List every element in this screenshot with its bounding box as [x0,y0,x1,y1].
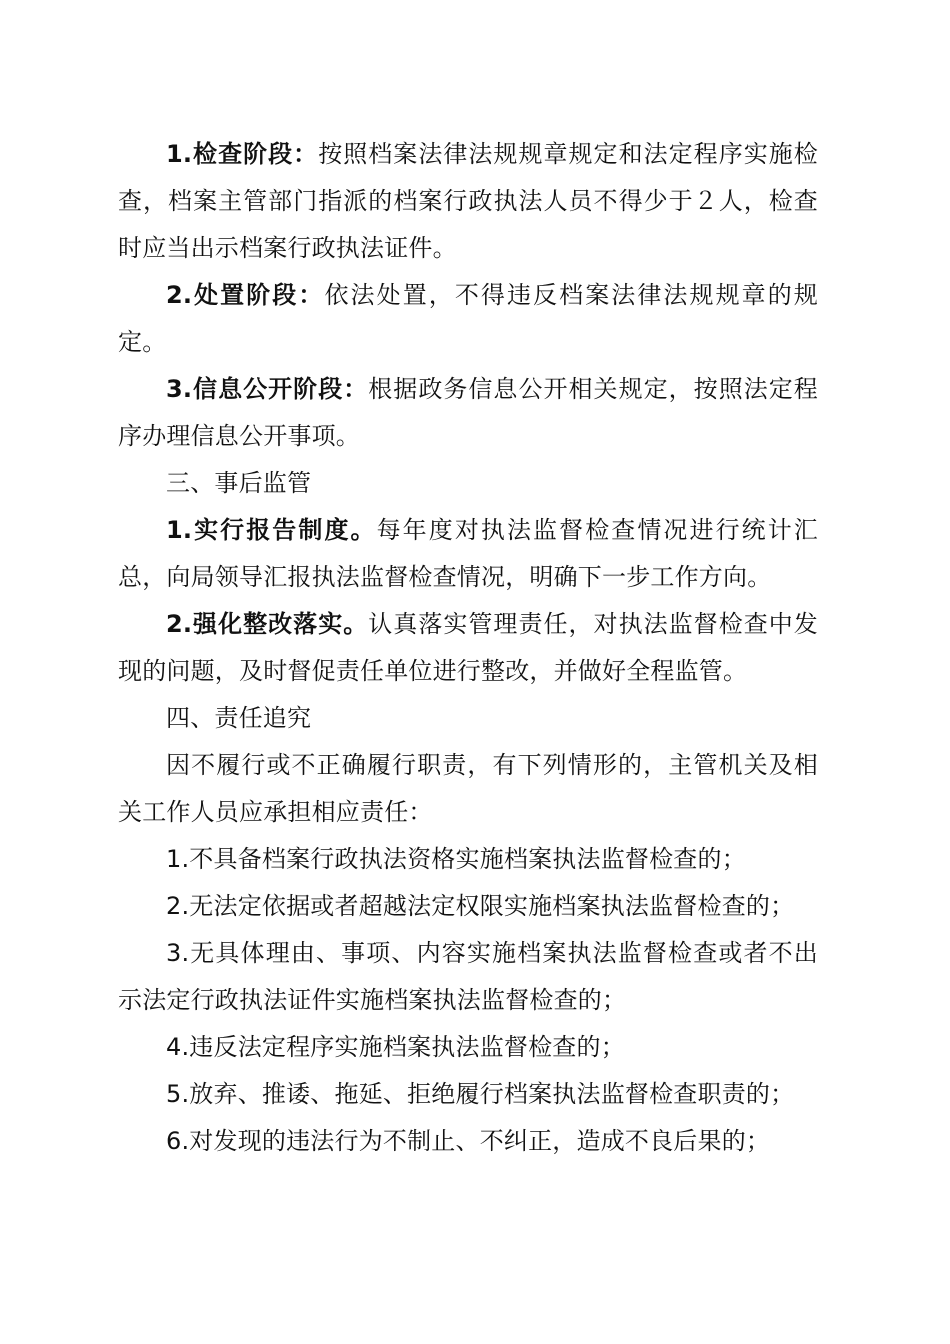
paragraph-heading: 3.信息公开阶段： [166,375,369,403]
list-item-text: 2.无法定依据或者超越法定权限实施档案执法监督检查的； [166,892,795,920]
paragraph-text: 按照档案法律法规规章规定和法定程序实施检查，档案主管部门指派的档案行政执法人员不得少于２人，检查时应当出示档案行政执法证件。 [118,140,819,262]
paragraph-text: 认真落实管理责任，对执法监督检查中发现的问题，及时督促责任单位进行整改，并做好全程监管。 [118,610,818,685]
paragraph-text: 依法处置，不得违反档案法律法规规章的规定。 [118,281,818,356]
list-item-text: 3.无具体理由、事项、内容实施档案执法监督检查或者不出示法定行政执法证件实施档案执法监督检查的； [118,939,818,1014]
section-heading-accountability [118,695,818,742]
paragraph-reporting-system [118,507,818,601]
paragraph-text: 根据政务信息公开相关规定，按照法定程序办理信息公开事项。 [118,375,818,450]
list-item-text: 1.不具备档案行政执法资格实施档案执法监督检查的； [166,845,746,873]
list-item-6 [118,1118,818,1165]
paragraph-text: 因不履行或不正确履行职责，有下列情形的，主管机关及相关工作人员应承担相应责任： [118,751,818,826]
list-item-1 [118,836,818,883]
list-item-text: 6.对发现的违法行为不制止、不纠正，造成不良后果的； [166,1127,771,1155]
list-item-5 [118,1071,818,1118]
paragraph-text: 每年度对执法监督检查情况进行统计汇总，向局领导汇报执法监督检查情况，明确下一步工作方向。 [118,516,818,591]
section-heading-text: 四、责任追究 [166,704,312,732]
list-item-4 [118,1024,818,1071]
paragraph-heading: 2.强化整改落实。 [166,610,369,638]
paragraph-rectification [118,601,818,695]
list-item-3 [118,930,818,1024]
paragraph-heading: 1.实行报告制度。 [166,516,377,544]
list-item-2 [118,883,818,930]
document-body [118,131,818,1165]
paragraph-inspection-stage [118,131,818,272]
paragraph-disclosure-stage [118,366,818,460]
section-heading-text: 三、事后监管 [166,469,312,497]
paragraph-heading: 2.处置阶段： [166,281,325,309]
paragraph-accountability-intro [118,742,818,836]
list-item-text: 4.违反法定程序实施档案执法监督检查的； [166,1033,625,1061]
list-item-text: 5.放弃、推诿、拖延、拒绝履行档案执法监督检查职责的； [166,1080,795,1108]
section-heading-post-supervision [118,460,818,507]
paragraph-heading: 1.检查阶段： [166,140,319,168]
paragraph-disposal-stage [118,272,818,366]
